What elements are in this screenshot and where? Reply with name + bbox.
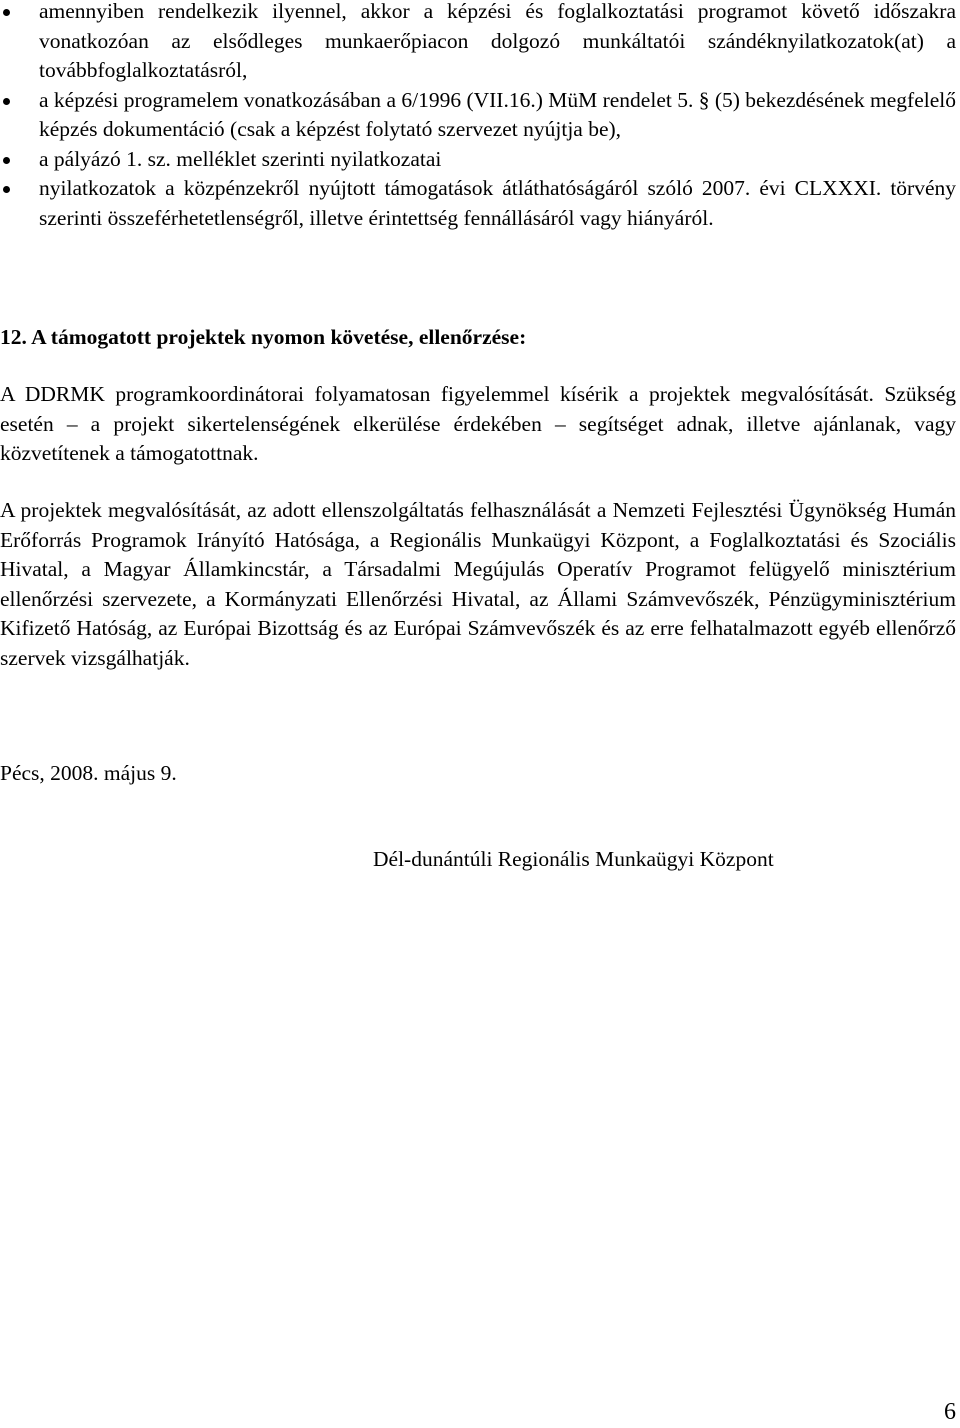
- bullet-icon: [3, 186, 10, 193]
- audit-paragraph: A projektek megvalósítását, az adott ellenszolgáltatás felhasználását a Nemzeti Fejlesztési Ügynökség Humán Erőforrás Programok Irányító Hatósága, a Regionális Munkaügyi Központ, a Foglalkoztatási és Szociális Hivatal, a Magyar Államkincstár, a Társadalmi Megújulás Operatív Programot felügyelő minisztérium ellenőrzési szervezete, a Kormányzati Ellenőrzési Hivatal, az Állami Számvevőszék, Pénzügyminisztérium Kifizető Hatóság, az Európai Bizottság és az Európai Számvevőszék és az erre felhatalmazott egyéb ellenőrző szervek vizsgálhatják.: [0, 498, 956, 670]
- list-item-text: nyilatkozatok a közpénzekről nyújtott támogatások átláthatóságáról szóló 2007. évi CLXXXI. törvény szerinti összeférhetetlenségről, illetve érintettség fennállásáról vagy hiányáról.: [39, 176, 956, 230]
- list-item: [0, 145, 956, 175]
- bullet-icon: [3, 9, 10, 16]
- page-number: 6: [944, 1399, 956, 1425]
- place-and-date: Pécs, 2008. május 9.: [0, 761, 177, 785]
- bullet-icon: [3, 157, 10, 164]
- list-item-text: a képzési programelem vonatkozásában a 6/1996 (VII.16.) MüM rendelet 5. § (5) bekezdésének megfelelő képzés dokumentáció (csak a képzést folytató szervezet nyújtja be),: [39, 87, 956, 141]
- list-item-text: a pályázó 1. sz. melléklet szerinti nyilatkozatai: [39, 146, 442, 171]
- monitoring-paragraph: A DDRMK programkoordinátorai folyamatosan figyelemmel kísérik a projektek megvalósítását. Szükség esetén – a projekt sikertelenségének elkerülése érdekében – segítséget adnak, illetve ajánlanak, vagy közvetítenek a támogatottnak.: [0, 382, 956, 465]
- section-heading: 12. A támogatott projektek nyomon követése, ellenőrzése:: [0, 325, 527, 349]
- list-item-text: amennyiben rendelkezik ilyennel, akkor a képzési és foglalkoztatási programot követő időszakra vonatkozóan az elsődleges munkaerőpiacon dolgozó munkáltatói szándéknyilatkozatok(at) a továbbfoglalkoztatásról,: [39, 0, 956, 82]
- issuer-signature: Dél-dunántúli Regionális Munkaügyi Központ: [373, 847, 774, 871]
- bullet-icon: [3, 98, 10, 105]
- list-item: [0, 174, 956, 233]
- list-item: [0, 0, 956, 86]
- requirements-bullet-list: [0, 0, 956, 233]
- list-item: [0, 86, 956, 145]
